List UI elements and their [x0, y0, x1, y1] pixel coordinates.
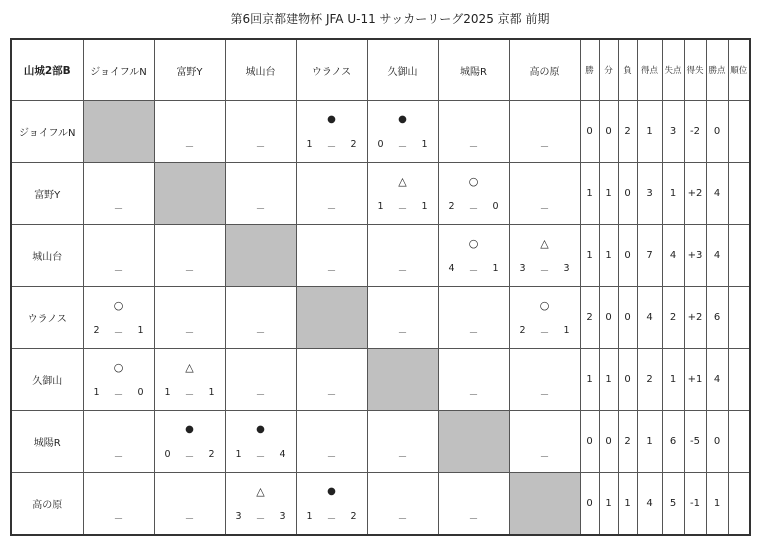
score-dash: － [113, 390, 124, 401]
score-dash: － [397, 452, 408, 463]
score-dash: － [468, 514, 479, 525]
match-score [439, 511, 509, 523]
match-score [368, 201, 438, 213]
column-header-team: 高の原 [509, 39, 580, 101]
score-dash: － [255, 514, 266, 525]
score-dash: － [113, 266, 124, 277]
score-dash: － [539, 452, 550, 463]
match-score [297, 139, 367, 151]
score-dash: － [539, 266, 550, 277]
stat-cell: 0 [706, 411, 728, 473]
score-dash: － [184, 390, 195, 401]
match-score [510, 387, 580, 399]
match-cell [438, 225, 509, 287]
score-home: 2 [93, 325, 100, 336]
stat-cell: 0 [599, 101, 618, 163]
match-score [226, 387, 296, 399]
column-header-team: 久御山 [367, 39, 438, 101]
stat-cell [728, 411, 750, 473]
match-cell [367, 225, 438, 287]
match-cell [367, 287, 438, 349]
group-label: 山城2部B [11, 39, 83, 101]
result-mark: ● [398, 114, 407, 125]
score-dash: － [255, 390, 266, 401]
score-away: 0 [492, 201, 499, 212]
match-score [297, 511, 367, 523]
match-cell [296, 225, 367, 287]
match-score [297, 387, 367, 399]
self-match-cell [296, 287, 367, 349]
stat-cell: 4 [662, 225, 684, 287]
stat-cell: 1 [599, 163, 618, 225]
stat-cell: 2 [662, 287, 684, 349]
stat-cell [728, 287, 750, 349]
score-dash: － [255, 204, 266, 215]
table-row [11, 225, 750, 287]
stat-cell: 2 [580, 287, 599, 349]
match-score [510, 263, 580, 275]
result-mark: ○ [468, 237, 479, 250]
match-score [297, 449, 367, 461]
result-mark: ● [327, 114, 336, 125]
stat-cell: -5 [684, 411, 706, 473]
score-dash: － [468, 328, 479, 339]
stat-cell: -2 [684, 101, 706, 163]
table-row [11, 163, 750, 225]
stat-cell: 0 [618, 287, 637, 349]
match-cell [154, 225, 225, 287]
result-mark: ○ [113, 299, 124, 312]
score-home: 1 [235, 449, 242, 460]
match-score [84, 201, 154, 213]
match-score [155, 449, 225, 461]
column-header-stat: 得失 [684, 39, 706, 101]
table-row [11, 101, 750, 163]
score-away: 0 [137, 387, 144, 398]
match-cell [367, 411, 438, 473]
match-cell [83, 473, 154, 536]
stat-cell: 1 [580, 163, 599, 225]
score-dash: － [113, 514, 124, 525]
stat-cell [728, 473, 750, 536]
stat-cell: 2 [637, 349, 662, 411]
score-away: 2 [208, 449, 215, 460]
row-header-team: 城陽R [11, 411, 83, 473]
stat-cell: 3 [662, 101, 684, 163]
stat-cell: 1 [662, 349, 684, 411]
match-cell [154, 287, 225, 349]
score-home: 0 [164, 449, 171, 460]
score-dash: － [468, 390, 479, 401]
result-mark: △ [185, 361, 194, 374]
score-dash: － [326, 266, 337, 277]
score-home: 1 [93, 387, 100, 398]
stat-cell: 1 [618, 473, 637, 536]
score-dash: － [184, 328, 195, 339]
match-score [155, 387, 225, 399]
match-score [84, 387, 154, 399]
match-cell [225, 411, 296, 473]
score-dash: － [468, 142, 479, 153]
score-away: 1 [421, 201, 428, 212]
match-cell [509, 163, 580, 225]
match-cell [83, 163, 154, 225]
table-row [11, 287, 750, 349]
match-cell [296, 349, 367, 411]
score-home: 1 [306, 511, 313, 522]
match-score [510, 449, 580, 461]
score-dash: － [255, 452, 266, 463]
stat-cell: 1 [599, 349, 618, 411]
stat-cell: 3 [637, 163, 662, 225]
result-mark: △ [540, 237, 549, 250]
score-away: 2 [350, 511, 357, 522]
score-dash: － [113, 204, 124, 215]
match-cell [83, 349, 154, 411]
match-score [368, 139, 438, 151]
match-cell [225, 473, 296, 536]
match-cell [509, 225, 580, 287]
match-score [510, 201, 580, 213]
score-dash: － [326, 514, 337, 525]
score-home: 0 [377, 139, 384, 150]
match-score [226, 201, 296, 213]
stat-cell: +2 [684, 163, 706, 225]
stat-cell: 4 [637, 287, 662, 349]
table-body [11, 101, 750, 536]
row-header-team: ジョイフルN [11, 101, 83, 163]
score-home: 3 [519, 263, 526, 274]
match-score [439, 201, 509, 213]
match-cell [367, 101, 438, 163]
stat-cell: 5 [662, 473, 684, 536]
row-header-team: 城山台 [11, 225, 83, 287]
match-cell [225, 101, 296, 163]
score-dash: － [326, 204, 337, 215]
score-dash: － [397, 514, 408, 525]
score-away: 1 [137, 325, 144, 336]
match-cell [438, 287, 509, 349]
score-dash: － [539, 390, 550, 401]
match-cell [225, 287, 296, 349]
score-dash: － [326, 452, 337, 463]
self-match-cell [438, 411, 509, 473]
column-header-stat: 勝 [580, 39, 599, 101]
page-title: 第6回京都建物杯 JFA U-11 サッカーリーグ2025 京都 前期 [230, 12, 550, 26]
self-match-cell [83, 101, 154, 163]
match-score [297, 201, 367, 213]
match-cell [509, 349, 580, 411]
match-cell [296, 101, 367, 163]
match-cell [225, 349, 296, 411]
match-score [439, 325, 509, 337]
match-score [297, 263, 367, 275]
match-score [439, 139, 509, 151]
match-cell [296, 473, 367, 536]
match-score [368, 449, 438, 461]
match-score [510, 325, 580, 337]
stat-cell [728, 101, 750, 163]
score-home: 2 [519, 325, 526, 336]
match-cell [154, 411, 225, 473]
score-home: 2 [448, 201, 455, 212]
stat-cell: 4 [706, 163, 728, 225]
score-away: 4 [279, 449, 286, 460]
score-dash: － [468, 266, 479, 277]
score-dash: － [539, 328, 550, 339]
stat-cell [728, 163, 750, 225]
stat-cell: 6 [706, 287, 728, 349]
score-dash: － [539, 204, 550, 215]
stat-cell: 4 [637, 473, 662, 536]
column-header-team: 富野Y [154, 39, 225, 101]
column-header-stat: 順位 [728, 39, 750, 101]
column-header-stat: 分 [599, 39, 618, 101]
row-header-team: ウラノス [11, 287, 83, 349]
score-away: 1 [208, 387, 215, 398]
score-dash: － [326, 142, 337, 153]
score-dash: － [397, 204, 408, 215]
match-score [439, 387, 509, 399]
score-dash: － [184, 142, 195, 153]
score-dash: － [113, 452, 124, 463]
result-mark: ● [327, 486, 336, 497]
result-mark: △ [398, 175, 407, 188]
score-dash: － [397, 142, 408, 153]
score-dash: － [255, 328, 266, 339]
score-dash: － [184, 266, 195, 277]
match-score [368, 325, 438, 337]
stat-cell: 1 [706, 473, 728, 536]
stat-cell: 1 [580, 349, 599, 411]
stat-cell: 1 [599, 473, 618, 536]
self-match-cell [154, 163, 225, 225]
match-score [155, 263, 225, 275]
match-score [84, 449, 154, 461]
match-score [368, 263, 438, 275]
score-away: 1 [492, 263, 499, 274]
result-mark: ○ [468, 175, 479, 188]
score-dash: － [326, 390, 337, 401]
table-row [11, 349, 750, 411]
score-away: 3 [279, 511, 286, 522]
table-row [11, 473, 750, 536]
stat-cell: -1 [684, 473, 706, 536]
result-mark: ● [256, 424, 265, 435]
self-match-cell [509, 473, 580, 536]
column-header-team: ウラノス [296, 39, 367, 101]
match-cell [438, 473, 509, 536]
table-row [11, 411, 750, 473]
stat-cell: +1 [684, 349, 706, 411]
match-cell [367, 163, 438, 225]
stat-cell: 2 [618, 101, 637, 163]
stat-cell: 6 [662, 411, 684, 473]
match-cell [509, 287, 580, 349]
match-cell [296, 163, 367, 225]
column-header-stat: 得点 [637, 39, 662, 101]
match-cell [509, 411, 580, 473]
match-score [84, 511, 154, 523]
match-cell [367, 473, 438, 536]
stat-cell: 7 [637, 225, 662, 287]
result-mark: ○ [113, 361, 124, 374]
stat-cell: +2 [684, 287, 706, 349]
score-dash: － [184, 514, 195, 525]
stat-cell: 4 [706, 225, 728, 287]
match-cell [154, 473, 225, 536]
score-home: 1 [377, 201, 384, 212]
match-score [226, 449, 296, 461]
match-cell [83, 287, 154, 349]
match-score [368, 511, 438, 523]
match-score [84, 325, 154, 337]
match-score [226, 511, 296, 523]
stat-cell: +3 [684, 225, 706, 287]
score-dash: － [539, 142, 550, 153]
stat-cell: 2 [618, 411, 637, 473]
result-mark: △ [256, 485, 265, 498]
match-cell [509, 101, 580, 163]
row-header-team: 高の原 [11, 473, 83, 536]
stat-cell: 0 [599, 287, 618, 349]
match-cell [296, 411, 367, 473]
stat-cell: 0 [618, 349, 637, 411]
column-header-stat: 負 [618, 39, 637, 101]
stat-cell: 0 [618, 163, 637, 225]
score-home: 1 [306, 139, 313, 150]
match-cell [154, 101, 225, 163]
stat-cell [728, 225, 750, 287]
stat-cell: 0 [706, 101, 728, 163]
result-mark: ○ [539, 299, 550, 312]
stat-cell: 0 [618, 225, 637, 287]
match-score [439, 263, 509, 275]
match-cell [154, 349, 225, 411]
column-header-stat: 勝点 [706, 39, 728, 101]
score-away: 2 [350, 139, 357, 150]
score-home: 4 [448, 263, 455, 274]
score-home: 1 [164, 387, 171, 398]
score-dash: － [113, 328, 124, 339]
stat-cell: 0 [580, 101, 599, 163]
match-cell [438, 101, 509, 163]
column-header-team: 城山台 [225, 39, 296, 101]
score-away: 3 [563, 263, 570, 274]
match-score [510, 139, 580, 151]
match-score [155, 511, 225, 523]
league-table [10, 38, 751, 536]
self-match-cell [367, 349, 438, 411]
match-score [226, 139, 296, 151]
score-home: 3 [235, 511, 242, 522]
stat-cell: 1 [637, 101, 662, 163]
match-score [155, 325, 225, 337]
column-header-team: ジョイフルN [83, 39, 154, 101]
header-row [11, 39, 750, 101]
stat-cell: 0 [580, 473, 599, 536]
stat-cell: 1 [637, 411, 662, 473]
row-header-team: 富野Y [11, 163, 83, 225]
self-match-cell [225, 225, 296, 287]
match-cell [83, 225, 154, 287]
stat-cell: 0 [599, 411, 618, 473]
stat-cell [728, 349, 750, 411]
row-header-team: 久御山 [11, 349, 83, 411]
match-cell [438, 163, 509, 225]
column-header-team: 城陽R [438, 39, 509, 101]
match-cell [438, 349, 509, 411]
stat-cell: 1 [580, 225, 599, 287]
score-dash: － [397, 328, 408, 339]
score-away: 1 [563, 325, 570, 336]
score-dash: － [255, 142, 266, 153]
match-score [84, 263, 154, 275]
match-score [226, 325, 296, 337]
score-dash: － [397, 266, 408, 277]
stat-cell: 1 [662, 163, 684, 225]
score-dash: － [184, 452, 195, 463]
match-cell [83, 411, 154, 473]
stat-cell: 0 [580, 411, 599, 473]
result-mark: ● [185, 424, 194, 435]
match-cell [225, 163, 296, 225]
column-header-stat: 失点 [662, 39, 684, 101]
stat-cell: 1 [599, 225, 618, 287]
match-score [155, 139, 225, 151]
stat-cell: 4 [706, 349, 728, 411]
score-away: 1 [421, 139, 428, 150]
score-dash: － [468, 204, 479, 215]
